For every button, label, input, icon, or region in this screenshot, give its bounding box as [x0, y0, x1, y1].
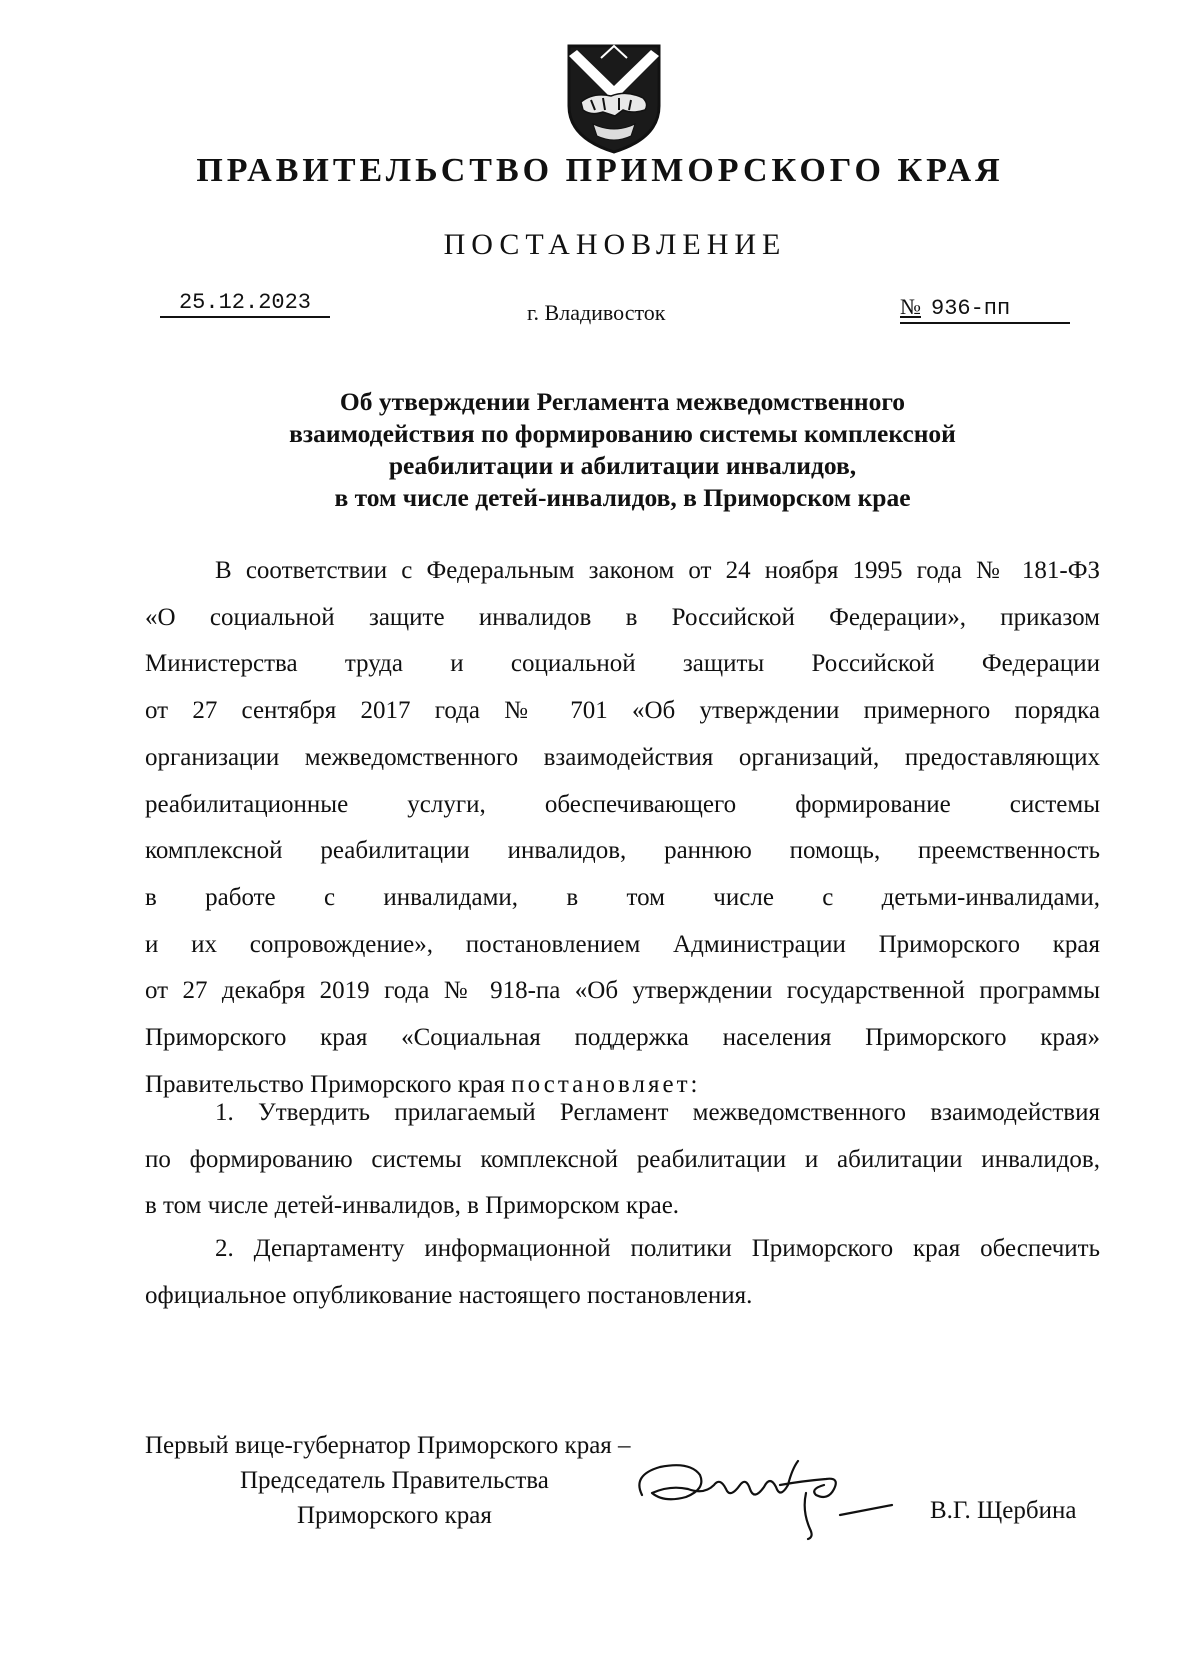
- text-line: Приморского края «Социальная поддержка населения Приморского края»: [145, 1024, 1100, 1052]
- handwritten-signature: [630, 1455, 900, 1545]
- document-city: г. Владивосток: [527, 300, 666, 325]
- document-number: [900, 294, 1070, 324]
- document-title: [200, 386, 1045, 514]
- text-line: реабилитационные услуги, обеспечивающего формирование системы: [145, 790, 1100, 818]
- text-line: «О социальной защите инвалидов в Российской Федерации», приказом: [145, 603, 1100, 631]
- text-line: В соответствии с Федеральным законом от 24 ноября 1995 года № 181-ФЗ: [215, 557, 1100, 584]
- text-line: в том числе детей-инвалидов, в Приморском крае.: [145, 1192, 680, 1220]
- title-line: в том числе детей-инвалидов, в Приморском крае: [334, 483, 911, 512]
- organization-name: ПРАВИТЕЛЬСТВО ПРИМОРСКОГО КРАЯ: [196, 152, 1004, 189]
- number-value: 936-пп: [931, 296, 1011, 321]
- text-line: в работе с инвалидами, в том числе с детьми-инвалидами,: [145, 883, 1100, 911]
- resolves-word: постановляет:: [511, 1070, 701, 1098]
- text-line: 2. Департаменту информационной политики Приморского края обеспечить: [215, 1235, 1100, 1262]
- text-line: 1. Утвердить прилагаемый Регламент межведомственного взаимодействия: [215, 1099, 1100, 1126]
- item-2-paragraph: [145, 1226, 1100, 1319]
- text-line: Министерства труда и социальной защиты Российской Федерации: [145, 650, 1100, 678]
- document-date: 25.12.2023: [160, 290, 330, 318]
- role-line: Председатель Правительства: [240, 1467, 549, 1494]
- title-line: Об утверждении Регламента межведомственного: [339, 387, 906, 416]
- text-line: комплексной реабилитации инвалидов, раннюю помощь, преемственность: [145, 837, 1100, 865]
- document-type: ПОСТАНОВЛЕНИЕ: [443, 228, 787, 261]
- signatory-role: [145, 1428, 631, 1533]
- role-line: Приморского края: [297, 1502, 492, 1529]
- title-line: взаимодействия по формированию системы комплексной: [289, 419, 956, 448]
- text-line: и их сопровождение», постановлением Администрации Приморского края: [145, 930, 1100, 958]
- text-line: организации межведомственного взаимодействия организаций, предоставляющих: [145, 743, 1100, 771]
- preamble-paragraph: [145, 548, 1100, 1108]
- text-line: от 27 декабря 2019 года № 918-па «Об утверждении государственной программы: [145, 977, 1100, 1005]
- text-line: от 27 сентября 2017 года № 701 «Об утверждении примерного порядка: [145, 697, 1100, 725]
- item-1-paragraph: [145, 1090, 1100, 1230]
- text-line: официальное опубликование настоящего постановления.: [145, 1281, 753, 1309]
- number-sign: №: [900, 294, 921, 319]
- coat-of-arms-icon: [563, 40, 665, 156]
- preamble-subject: Правительство Приморского края: [145, 1070, 505, 1098]
- title-line: реабилитации и абилитации инвалидов,: [388, 451, 857, 480]
- signatory-name: В.Г. Щербина: [930, 1497, 1077, 1524]
- text-line: по формированию системы комплексной реабилитации и абилитации инвалидов,: [145, 1145, 1100, 1173]
- role-line: Первый вице-губернатор Приморского края –: [145, 1432, 631, 1459]
